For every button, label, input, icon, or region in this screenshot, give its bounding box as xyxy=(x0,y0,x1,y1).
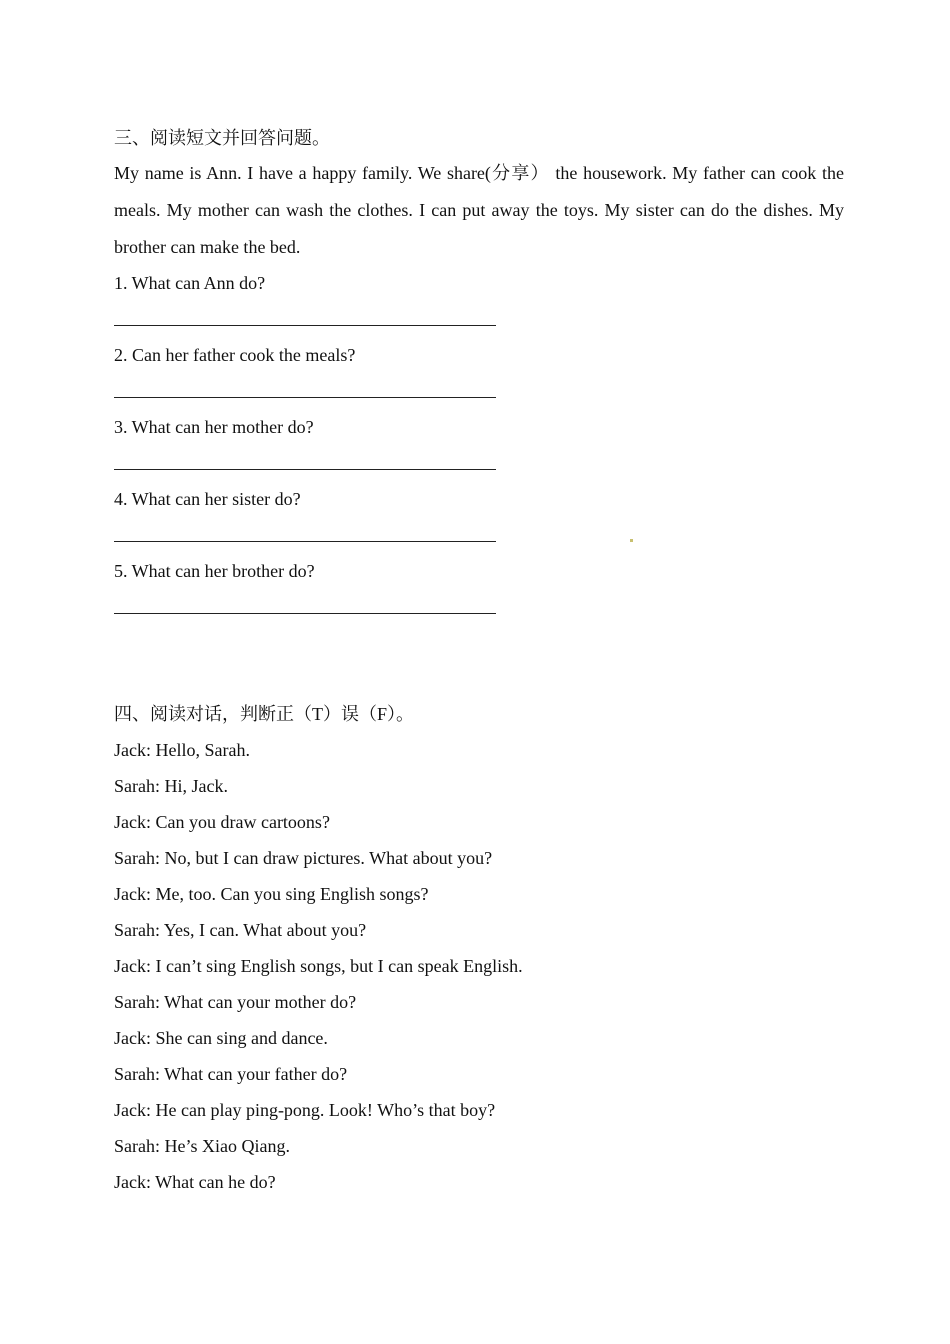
section4-heading: 四、阅读对话，判断正（T）误（F）。 xyxy=(114,704,415,724)
question-4: 4. What can her sister do? xyxy=(114,489,301,509)
question-3: 3. What can her mother do? xyxy=(114,417,314,437)
dialogue-line-8: Sarah: What can your mother do? xyxy=(114,992,357,1012)
answer-line-3[interactable] xyxy=(114,469,496,470)
answer-line-4[interactable] xyxy=(114,541,496,542)
stray-mark xyxy=(630,539,633,542)
dialogue-line-2: Sarah: Hi, Jack. xyxy=(114,776,228,796)
answer-line-1[interactable] xyxy=(114,325,496,326)
question-2: 2. Can her father cook the meals? xyxy=(114,345,356,365)
dialogue-line-5: Jack: Me, too. Can you sing English songs? xyxy=(114,884,429,904)
answer-line-2[interactable] xyxy=(114,397,496,398)
section3-passage: My name is Ann. I have a happy family. We share(分享） the housework. My father can cook the meals. My mother can wash the clothes. I can put away the toys. My sister can do the dishes. My brother can make the bed. xyxy=(114,163,844,257)
dialogue-line-1: Jack: Hello, Sarah. xyxy=(114,740,250,760)
dialogue-line-12: Sarah: He’s Xiao Qiang. xyxy=(114,1136,290,1156)
dialogue-line-10: Sarah: What can your father do? xyxy=(114,1064,348,1084)
dialogue-line-9: Jack: She can sing and dance. xyxy=(114,1028,328,1048)
section3-heading: 三、阅读短文并回答问题。 xyxy=(114,128,330,148)
dialogue-line-13: Jack: What can he do? xyxy=(114,1172,276,1192)
dialogue-line-11: Jack: He can play ping-pong. Look! Who’s that boy? xyxy=(114,1100,496,1120)
dialogue-line-6: Sarah: Yes, I can. What about you? xyxy=(114,920,367,940)
dialogue-line-4: Sarah: No, but I can draw pictures. What about you? xyxy=(114,848,493,868)
dialogue-line-7: Jack: I can’t sing English songs, but I can speak English. xyxy=(114,956,523,976)
question-5: 5. What can her brother do? xyxy=(114,561,315,581)
question-1: 1. What can Ann do? xyxy=(114,273,266,293)
answer-line-5[interactable] xyxy=(114,613,496,614)
dialogue-line-3: Jack: Can you draw cartoons? xyxy=(114,812,330,832)
